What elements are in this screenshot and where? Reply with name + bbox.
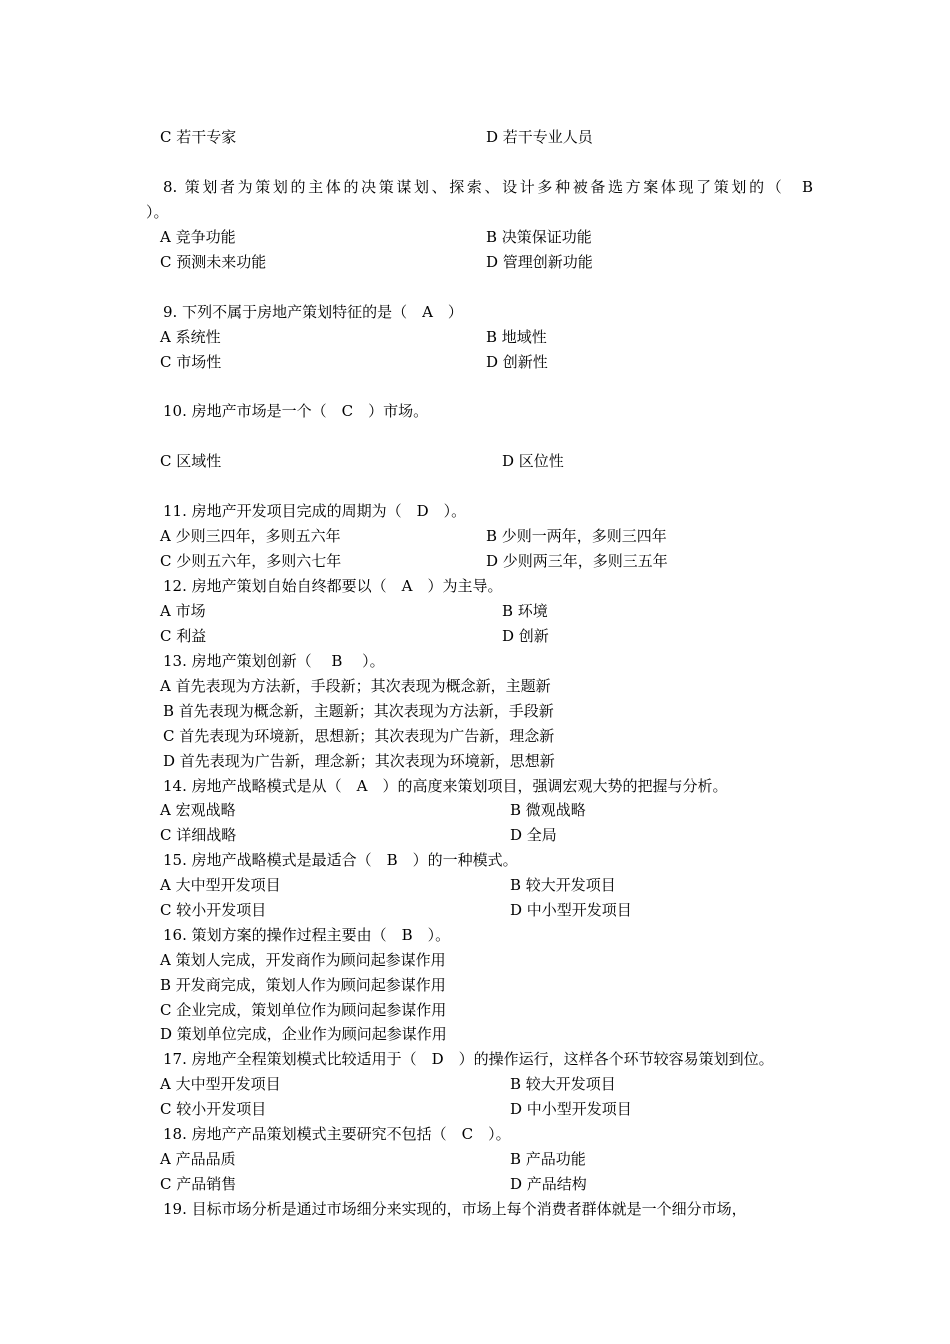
option-b: B 地域性	[486, 328, 547, 346]
option-c: C 详细战略	[160, 826, 237, 844]
question-8-cont: ）。	[146, 203, 169, 221]
option-b: B 产品功能	[510, 1150, 586, 1168]
option-c: C 区域性	[160, 452, 222, 470]
option-c: C 较小开发项目	[160, 1100, 267, 1118]
question-16: 16. 策划方案的操作过程主要由（ B ）。	[163, 926, 451, 944]
option-c: C 利益	[160, 627, 207, 645]
option-d: D 产品结构	[510, 1175, 587, 1193]
option-d: D 创新	[502, 627, 549, 645]
option-c: C 产品销售	[160, 1175, 237, 1193]
option-d: D 中小型开发项目	[510, 901, 632, 919]
option-d: D 若干专业人员	[486, 128, 593, 146]
option-d: D 区位性	[502, 452, 564, 470]
option-c: C 少则五六年，多则六七年	[160, 552, 342, 570]
option-c: C 市场性	[160, 353, 222, 371]
option-d: D 中小型开发项目	[510, 1100, 632, 1118]
option-a: A 大中型开发项目	[160, 1075, 281, 1093]
option-a: A 市场	[160, 602, 206, 620]
question-10: 10. 房地产市场是一个（ C ）市场。	[163, 402, 429, 420]
option-d: D 管理创新功能	[486, 253, 593, 271]
question-18: 18. 房地产产品策划模式主要研究不包括（ C ）。	[163, 1125, 511, 1143]
question-19: 19. 目标市场分析是通过市场细分来实现的，市场上每个消费者群体就是一个细分市场，	[163, 1200, 747, 1218]
question-12: 12. 房地产策划自始自终都要以（ A ）为主导。	[163, 577, 503, 595]
option-b: B 环境	[502, 602, 548, 620]
question-17: 17. 房地产全程策划模式比较适用于（ D ）的操作运行，这样各个环节较容易策划到位。	[163, 1050, 774, 1068]
option-b: B 较大开发项目	[510, 1075, 616, 1093]
option-d: D 首先表现为广告新，理念新；其次表现为环境新，思想新	[163, 752, 555, 770]
option-c: C 较小开发项目	[160, 901, 267, 919]
option-a: A 大中型开发项目	[160, 876, 281, 894]
option-d: D 全局	[510, 826, 557, 844]
question-11: 11. 房地产开发项目完成的周期为（ D ）。	[163, 502, 467, 520]
option-c: C 首先表现为环境新，思想新；其次表现为广告新，理念新	[163, 727, 555, 745]
option-c: C 若干专家	[160, 128, 237, 146]
question-15: 15. 房地产战略模式是最适合（ B ）的一种模式。	[163, 851, 518, 869]
option-c: C 预测未来功能	[160, 253, 267, 271]
option-b: B 较大开发项目	[510, 876, 616, 894]
option-a: A 系统性	[160, 328, 221, 346]
option-c: C 企业完成，策划单位作为顾问起参谋作用	[160, 1001, 447, 1019]
option-a: A 首先表现为方法新，手段新；其次表现为概念新，主题新	[160, 677, 551, 695]
option-d: D 策划单位完成，企业作为顾问起参谋作用	[160, 1025, 447, 1043]
option-b: B 微观战略	[510, 801, 586, 819]
question-13: 13. 房地产策划创新（ B ）。	[163, 652, 385, 670]
question-9: 9. 下列不属于房地产策划特征的是（ A ）	[163, 303, 463, 321]
option-a: A 竞争功能	[160, 228, 236, 246]
question-14: 14. 房地产战略模式是从（ A ）的高度来策划项目，强调宏观大势的把握与分析。	[163, 777, 728, 795]
option-d: D 少则两三年，多则三五年	[486, 552, 668, 570]
question-8: 8. 策划者为策划的主体的决策谋划、探索、设计多种被备选方案体现了策划的（ B	[163, 178, 813, 196]
option-d: D 创新性	[486, 353, 548, 371]
option-a: A 产品品质	[160, 1150, 236, 1168]
option-b: B 开发商完成，策划人作为顾问起参谋作用	[160, 976, 446, 994]
option-b: B 少则一两年，多则三四年	[486, 527, 667, 545]
option-a: A 宏观战略	[160, 801, 236, 819]
option-a: A 少则三四年，多则五六年	[160, 527, 341, 545]
option-b: B 首先表现为概念新，主题新；其次表现为方法新，手段新	[163, 702, 554, 720]
option-b: B 决策保证功能	[486, 228, 592, 246]
option-a: A 策划人完成，开发商作为顾问起参谋作用	[160, 951, 446, 969]
